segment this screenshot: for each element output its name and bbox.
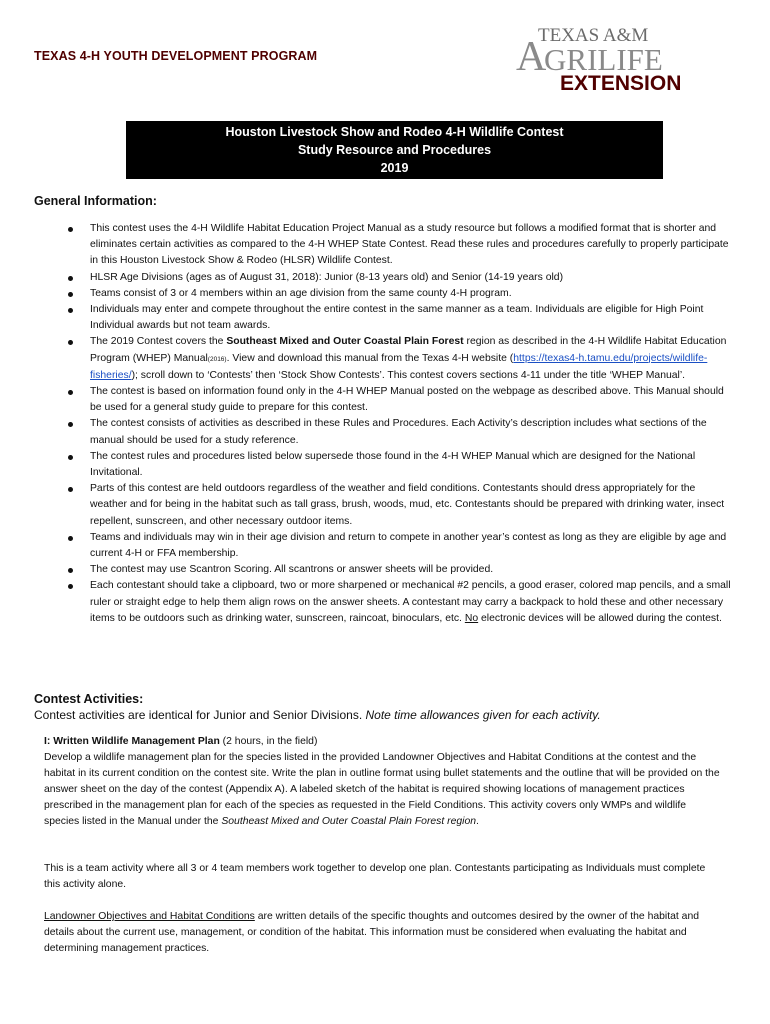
landowner-paragraph: Landowner Objectives and Habitat Conditions are written details of the specific thoughts and outcomes desired by the owner of the habitat and details about the current use, management, or condition of the habitat. This information must be considered when evaluating the habitat and determining management practices.	[44, 911, 700, 954]
general-heading: General Information:	[34, 194, 157, 208]
logo-line3: EXTENSION	[560, 72, 682, 94]
bullet-icon	[68, 340, 73, 345]
title-line2: Study Resource and Procedures	[297, 143, 492, 157]
bullet-icon	[68, 276, 73, 281]
list-item: Each contestant should take a clipboard, two or more sharpened or mechanical #2 pencils, a good eraser, colored map pencils, and a small ruler or straight edge to help them align rows on the answer sheets. A contestant may carry a backpack to hold these and other necessary items to be outdoors such as drinking water, sunscreen, raincoat, binoculars, etc. No electronic devices will be allowed during the contest.	[34, 578, 734, 627]
list-item: Teams and individuals may win in their age division and return to compete in another year’s contest as long as they are eligible by age and current 4-H or FFA membership.	[34, 530, 734, 562]
list-item: The contest rules and procedures listed below supersede those found in the 4-H WHEP Manual which are designed for the National Invitational.	[34, 449, 734, 481]
logo-line1: TEXAS A&M	[538, 25, 649, 46]
bullet-icon	[68, 568, 73, 573]
list-item: The contest consists of activities as described in these Rules and Procedures. Each Activity’s description includes what sections of the manual should be used for a study reference.	[34, 416, 734, 448]
manual-link[interactable]: https://texas4-h.tamu.edu/projects/wildlife-fisheries/	[90, 352, 708, 381]
general-list	[34, 221, 734, 627]
list-item: This contest uses the 4-H Wildlife Habitat Education Project Manual as a study resource but follows a modified format that is shorter and eliminates certain activities as compared to the 4-H WHEP State Contest. Read these rules and procedures carefully to properly participate in this Houston Livestock Show & Rodeo (HLSR) Wildlife Contest.	[34, 221, 734, 270]
logo-big-a: A	[516, 34, 547, 80]
program-heading: TEXAS 4-H YOUTH DEVELOPMENT PROGRAM	[34, 49, 318, 63]
list-item: The contest is based on information found only in the 4-H WHEP Manual posted on the webpage as described above. This Manual should be used for a general study guide to prepare for this contest.	[34, 384, 734, 416]
bullet-icon	[68, 455, 73, 460]
list-item: HLSR Age Divisions (ages as of August 31, 2018): Junior (8-13 years old) and Senior (14-19 years old)	[34, 270, 734, 286]
bullet-icon	[68, 487, 73, 492]
bullet-icon	[68, 227, 73, 232]
activities-intro: Contest activities are identical for Junior and Senior Divisions. Note time allowances given for each activity.	[34, 708, 601, 722]
title-line3: 2019	[380, 161, 409, 175]
list-item: Individuals may enter and compete throughout the entire contest in the same manner as a team. Individuals are eligible for High Point Individual awards but not team awards.	[34, 302, 734, 334]
agrilife-extension-logo	[516, 24, 706, 94]
title-line1: Houston Livestock Show and Rodeo 4-H Wildlife Contest	[225, 125, 564, 139]
logo-line2: GRILIFE	[544, 42, 663, 77]
list-item: The contest may use Scantron Scoring. All scantrons or answer sheets will be provided.	[34, 562, 734, 578]
title-box	[126, 121, 663, 179]
activities-heading: Contest Activities:	[34, 692, 144, 706]
bullet-icon	[68, 292, 73, 297]
bullet-icon	[68, 422, 73, 427]
list-item: The 2019 Contest covers the Southeast Mixed and Outer Coastal Plain Forest region as described in the 4-H Wildlife Habitat Education Program (WHEP) Manual(2016). View and download this manual from the Texas 4-H website (https://texas4-h.tamu.edu/projects/wildlife-fisheries/); scroll down to ‘Contests’ then ‘Stock Show Contests’. This contest covers sections 4-11 under the title ‘WHEP Manual’.	[34, 334, 734, 384]
bullet-icon	[68, 308, 73, 313]
bullet-icon	[68, 390, 73, 395]
bullet-icon	[68, 536, 73, 541]
team-paragraph: This is a team activity where all 3 or 4 team members work together to develop one plan. Contestants participating as Individuals must complete this activity alone.	[44, 863, 706, 890]
activity-1-block: I: Written Wildlife Management Plan (2 hours, in the field) Develop a wildlife management plan for the species listed in the provided Landowner Objectives and Habitat Conditions at the contest and the habitat in its current condition on the contest site. Write the plan in outline format using bullet statements and the outline that will be provided on the answer sheet on the day of the contest (Appendix A). A labeled sketch of the habitat is required showing locations of management practices prescribed in the management plan for each of the species as requested in the Field Conditions. This activity covers only WMPs and wildlife species listed in the Manual under the Southeast Mixed and Outer Coastal Plain Forest region.	[44, 736, 720, 827]
list-item: Parts of this contest are held outdoors regardless of the weather and field conditions. Contestants should dress appropriately for the weather and for being in the habitat such as tall grass, brush, woods, mud, etc. Contestants should be prepared with drinking water, insect repellent, sunscreen, and other necessary outdoor items.	[34, 481, 734, 530]
list-item: Teams consist of 3 or 4 members within an age division from the same county 4-H program.	[34, 286, 734, 302]
activity-1-title: I: Written Wildlife Management Plan	[44, 736, 220, 747]
bullet-icon	[68, 584, 73, 589]
